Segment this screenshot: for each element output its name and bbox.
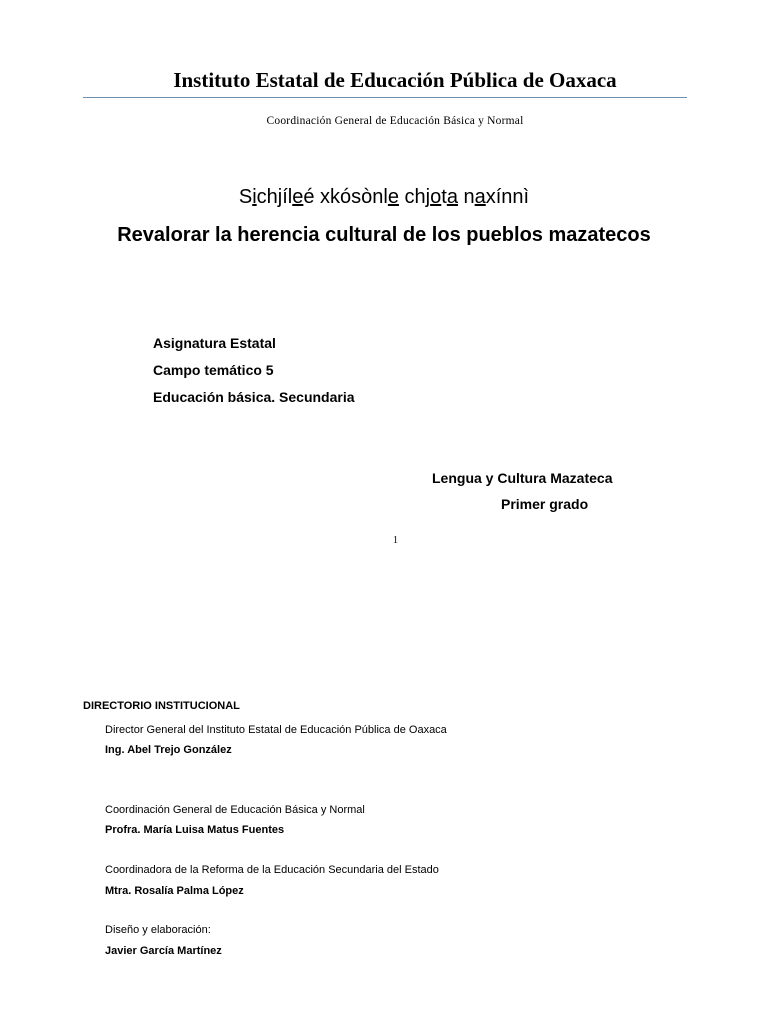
directory-name: Ing. Abel Trejo González: [105, 744, 232, 756]
mazatec-title-part: t: [441, 186, 447, 208]
thematic-field-label: Campo temático 5: [153, 362, 274, 378]
directory-name: Javier García Martínez: [105, 945, 222, 957]
subject-label: Asignatura Estatal: [153, 335, 276, 351]
mazatec-title-part: chj: [399, 186, 431, 208]
mazatec-title-part-underlined: a: [474, 186, 486, 208]
directory-role: Coordinadora de la Reforma de la Educación Secundaria del Estado: [105, 864, 439, 876]
page-number: 1: [393, 535, 398, 546]
education-level-label: Educación básica. Secundaria: [153, 389, 355, 405]
course-language: Lengua y Cultura Mazateca: [432, 470, 613, 486]
coordination-subtitle: Coordinación General de Educación Básica y Normal: [266, 115, 524, 127]
directory-role: Director General del Instituto Estatal de Educación Pública de Oaxaca: [105, 724, 447, 736]
spanish-title: Revalorar la herencia cultural de los pueblos mazatecos: [117, 224, 651, 246]
mazatec-title-part-underlined: e: [387, 186, 399, 208]
directory-heading: DIRECTORIO INSTITUCIONAL: [83, 700, 240, 712]
title-divider: [83, 97, 687, 98]
directory-role: Coordinación General de Educación Básica y Normal: [105, 804, 365, 816]
mazatec-title-part: chjíl: [256, 186, 293, 208]
mazatec-title-part: S: [238, 186, 253, 208]
directory-name: Profra. María Luisa Matus Fuentes: [105, 824, 285, 836]
mazatec-title-part-underlined: i: [252, 186, 257, 208]
institution-title: Instituto Estatal de Educación Pública de Oaxaca: [173, 68, 617, 92]
course-grade: Primer grado: [501, 496, 589, 512]
mazatec-title-part-underlined: o: [430, 186, 442, 208]
mazatec-title-part-underlined: e: [292, 186, 304, 208]
mazatec-title: [0, 186, 768, 209]
directory-role: Diseño y elaboración:: [105, 924, 211, 936]
mazatec-title-part: xínnì: [485, 186, 530, 208]
mazatec-title-part: é xkósònl: [303, 186, 388, 208]
mazatec-title-part-underlined: a: [446, 186, 458, 208]
directory-name: Mtra. Rosalía Palma López: [105, 885, 244, 897]
mazatec-title-part: n: [457, 186, 475, 208]
